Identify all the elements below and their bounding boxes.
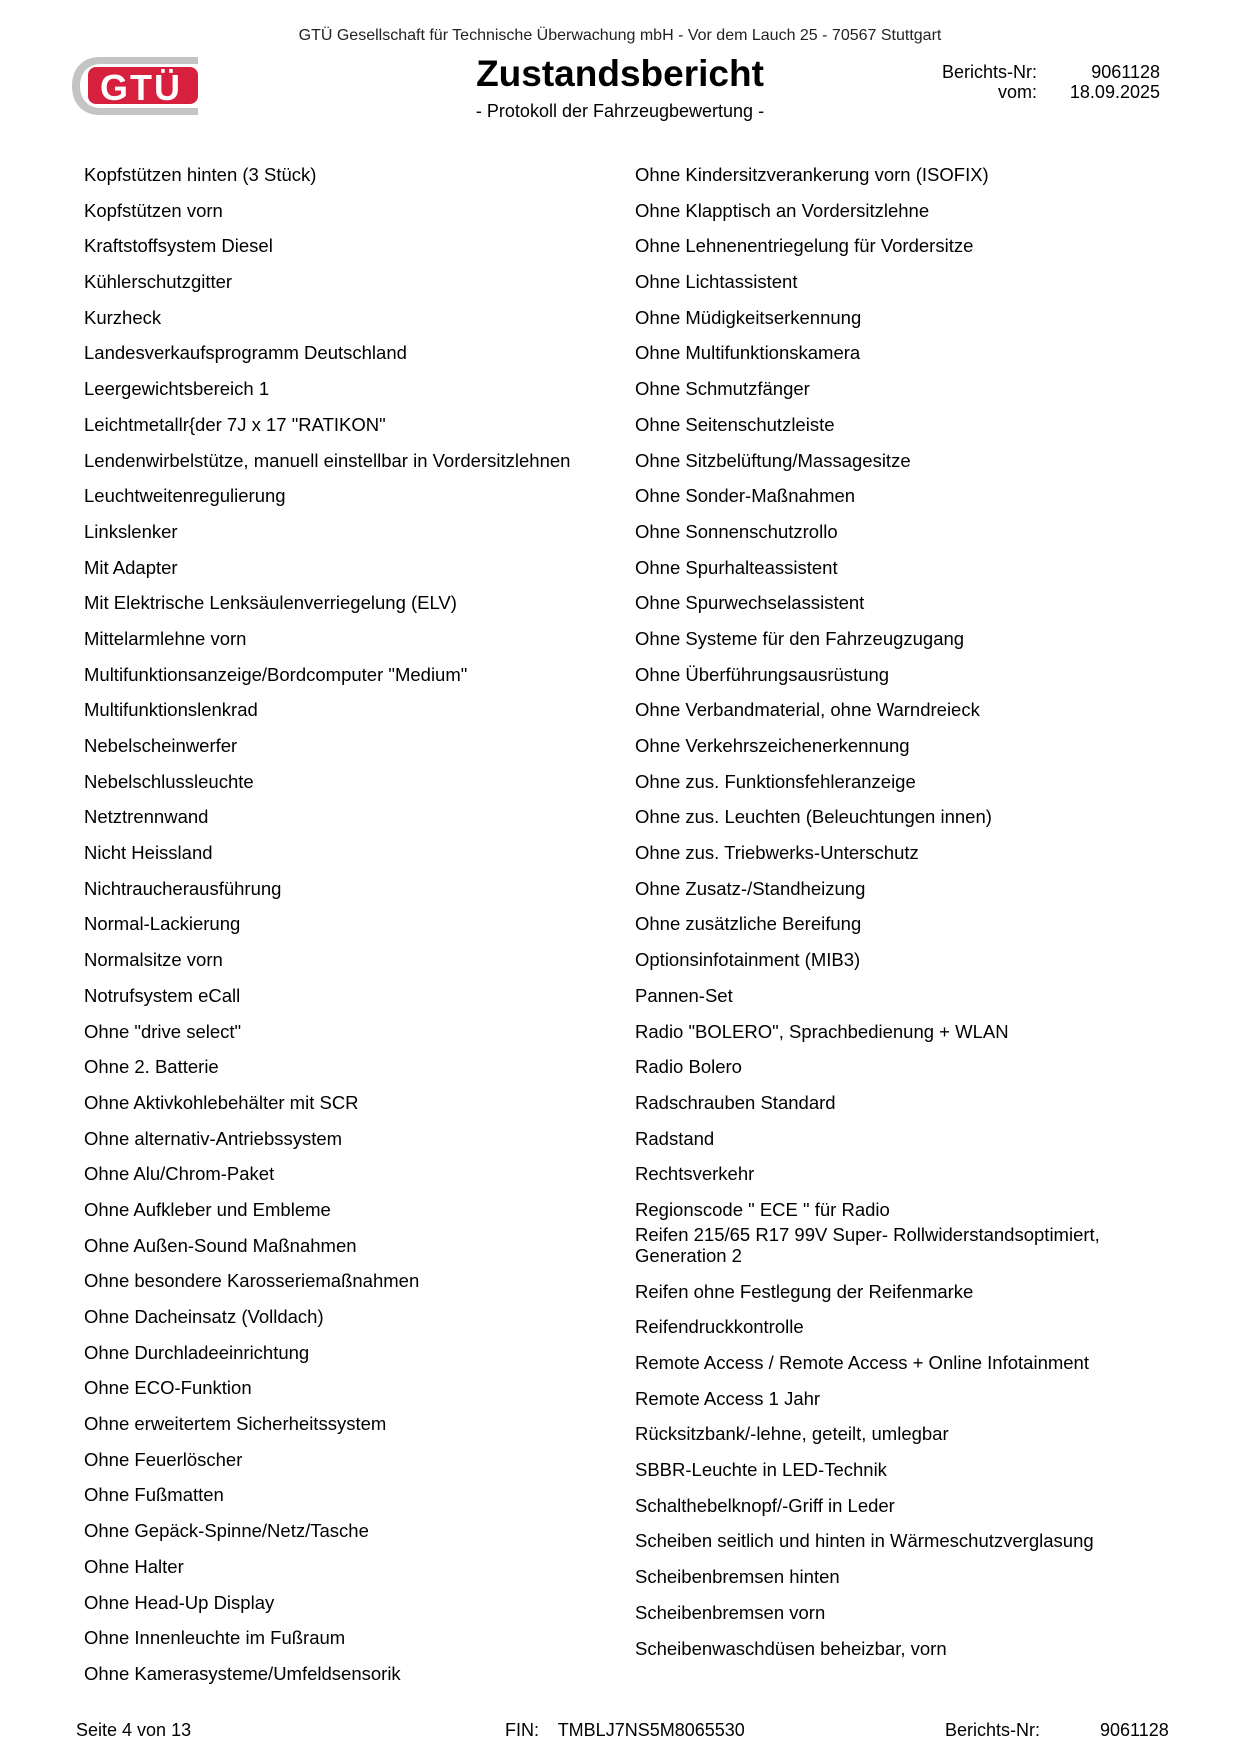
equipment-item: Kurzheck (84, 306, 162, 328)
equipment-item: Leuchtweitenregulierung (84, 485, 286, 507)
equipment-item: Normalsitze vorn (84, 949, 223, 971)
equipment-item: Ohne Lehnenentriegelung für Vordersitze (635, 235, 974, 257)
equipment-item: Radschrauben Standard (635, 1091, 836, 1113)
equipment-item: Multifunktionslenkrad (84, 699, 258, 721)
equipment-item: Ohne Innenleuchte im Fußraum (84, 1627, 346, 1649)
equipment-item: Ohne Durchladeeinrichtung (84, 1341, 310, 1363)
company-address-line: GTÜ Gesellschaft für Technische Überwachung mbH - Vor dem Lauch 25 - 70567 Stuttgart (298, 27, 942, 44)
equipment-item: Ohne Feuerlöscher (84, 1448, 243, 1470)
equipment-item: SBBR-Leuchte in LED-Technik (635, 1459, 887, 1481)
equipment-item: Ohne zus. Leuchten (Beleuchtungen innen) (635, 806, 992, 828)
equipment-item: Linkslenker (84, 520, 178, 542)
footer-report-no (945, 1720, 1169, 1741)
equipment-item: Radio "BOLERO", Sprachbedienung + WLAN (635, 1020, 1009, 1042)
equipment-item: Lendenwirbelstütze, manuell einstellbar in Vordersitzlehnen (84, 449, 571, 471)
equipment-item: Ohne Alu/Chrom-Paket (84, 1163, 275, 1185)
equipment-item: Rücksitzbank/-lehne, geteilt, umlegbar (635, 1423, 949, 1445)
page-title: Zustandsbericht (476, 53, 764, 94)
equipment-item: Ohne Seitenschutzleiste (635, 413, 835, 435)
equipment-item: Ohne Halter (84, 1555, 184, 1577)
equipment-item: Normal-Lackierung (84, 913, 241, 935)
equipment-item: Ohne Müdigkeitserkennung (635, 306, 862, 328)
equipment-item: Ohne erweitertem Sicherheitssystem (84, 1413, 387, 1435)
equipment-item: Ohne "drive select" (84, 1020, 242, 1042)
report-no-value: 9061128 (1091, 62, 1160, 82)
page-number: Seite 4 von 13 (76, 1720, 192, 1740)
equipment-item: Ohne Überführungsausrüstung (635, 663, 890, 685)
equipment-item: Kopfstützen vorn (84, 199, 223, 221)
equipment-item: Rechtsverkehr (635, 1163, 755, 1185)
equipment-item: Scheibenwaschdüsen beheizbar, vorn (635, 1637, 947, 1659)
equipment-item: Radstand (635, 1127, 715, 1149)
equipment-item: Pannen-Set (635, 984, 733, 1006)
equipment-item: Reifen ohne Festlegung der Reifenmarke (635, 1280, 974, 1302)
equipment-item: Ohne Schmutzfänger (635, 378, 810, 400)
equipment-item: Ohne Außen-Sound Maßnahmen (84, 1234, 357, 1256)
equipment-item: Ohne Aufkleber und Embleme (84, 1198, 331, 1220)
equipment-item: Mit Elektrische Lenksäulenverriegelung (ELV) (84, 592, 457, 614)
equipment-item: Reifen 215/65 R17 99V Super- Rollwiderstandsoptimiert, Generation 2 (635, 1223, 1100, 1266)
equipment-item: Optionsinfotainment (MIB3) (635, 949, 861, 971)
equipment-item: Ohne ECO-Funktion (84, 1377, 252, 1399)
equipment-item: Ohne 2. Batterie (84, 1056, 219, 1078)
equipment-item: Netztrennwand (84, 806, 209, 828)
equipment-item: Leichtmetallr{der 7J x 17 "RATIKON" (84, 413, 386, 435)
equipment-item: Nichtraucherausführung (84, 877, 282, 899)
equipment-item: Ohne zus. Triebwerks-Unterschutz (635, 842, 919, 864)
equipment-item: Ohne Lichtassistent (635, 271, 798, 293)
equipment-item: Notrufsystem eCall (84, 984, 241, 1006)
footer-report-no-value: 9061128 (1100, 1720, 1169, 1740)
equipment-item: Ohne Verkehrszeichenerkennung (635, 735, 910, 756)
equipment-item: Ohne Sonder-Maßnahmen (635, 485, 856, 507)
equipment-item: Nebelscheinwerfer (84, 735, 238, 756)
equipment-item: Ohne Spurhalteassistent (635, 556, 838, 578)
equipment-item: Mittelarmlehne vorn (84, 627, 247, 649)
page-subtitle: - Protokoll der Fahrzeugbewertung - (475, 101, 765, 121)
equipment-item: Ohne Dacheinsatz (Volldach) (84, 1306, 324, 1327)
equipment-item: Ohne Head-Up Display (84, 1591, 275, 1613)
equipment-item: Ohne Verbandmaterial, ohne Warndreieck (635, 699, 980, 721)
equipment-item: Ohne zusätzliche Bereifung (635, 913, 862, 935)
equipment-item: Ohne Klapptisch an Vordersitzlehne (635, 199, 930, 221)
equipment-item: Leergewichtsbereich 1 (84, 378, 270, 400)
fin-label: FIN: (505, 1720, 539, 1740)
equipment-item: Ohne Sonnenschutzrollo (635, 520, 838, 542)
equipment-item: Ohne Kindersitzverankerung vorn (ISOFIX) (635, 164, 989, 185)
equipment-list-right (635, 164, 1155, 1673)
equipment-item: Kopfstützen hinten (3 Stück) (84, 164, 317, 185)
equipment-item: Nicht Heissland (84, 842, 213, 864)
equipment-item: Ohne Zusatz-/Standheizung (635, 877, 866, 899)
equipment-item: Scheiben seitlich und hinten in Wärmeschutzverglasung (635, 1530, 1094, 1552)
report-meta (900, 62, 1160, 102)
equipment-item: Ohne Gepäck-Spinne/Netz/Tasche (84, 1520, 369, 1542)
equipment-item: Regionscode " ECE " für Radio (635, 1198, 890, 1220)
logo-text: GTÜ (100, 67, 182, 108)
equipment-item: Ohne Systeme für den Fahrzeugzugang (635, 627, 965, 649)
equipment-item: Ohne Sitzbelüftung/Massagesitze (635, 449, 911, 471)
equipment-item: Ohne Kamerasysteme/Umfeldsensorik (84, 1662, 401, 1684)
equipment-item: Ohne alternativ-Antriebssystem (84, 1127, 343, 1149)
equipment-item: Radio Bolero (635, 1056, 742, 1078)
equipment-item: Kühlerschutzgitter (84, 271, 233, 293)
equipment-item: Remote Access 1 Jahr (635, 1387, 821, 1409)
equipment-item: Schalthebelknopf/-Griff in Leder (635, 1494, 895, 1516)
equipment-item: Ohne Spurwechselassistent (635, 592, 865, 614)
equipment-item: Reifendruckkontrolle (635, 1316, 804, 1338)
equipment-item: Ohne zus. Funktionsfehleranzeige (635, 770, 916, 792)
equipment-item: Remote Access / Remote Access + Online Infotainment (635, 1352, 1089, 1373)
footer-report-no-label: Berichts-Nr: (945, 1720, 1041, 1740)
equipment-item: Kraftstoffsystem Diesel (84, 235, 273, 257)
equipment-item: Scheibenbremsen hinten (635, 1566, 840, 1588)
equipment-item: Mit Adapter (84, 556, 178, 578)
equipment-item: Landesverkaufsprogramm Deutschland (84, 342, 407, 364)
report-no-label: Berichts-Nr: (941, 62, 1037, 82)
equipment-item: Ohne Fußmatten (84, 1484, 224, 1506)
fin-value: TMBLJ7NS5M8065530 (557, 1720, 745, 1740)
equipment-list-left (84, 164, 624, 1699)
date-label: vom: (997, 82, 1037, 102)
equipment-item: Ohne besondere Karosseriemaßnahmen (84, 1270, 420, 1292)
equipment-item: Ohne Aktivkohlebehälter mit SCR (84, 1091, 359, 1113)
equipment-item: Ohne Multifunktionskamera (635, 342, 861, 364)
date-value: 18.09.2025 (1069, 82, 1160, 102)
equipment-item: Multifunktionsanzeige/Bordcomputer "Medium" (84, 663, 468, 685)
equipment-item: Scheibenbremsen vorn (635, 1601, 826, 1623)
equipment-item: Nebelschlussleuchte (84, 770, 254, 792)
fin-field (505, 1720, 745, 1741)
